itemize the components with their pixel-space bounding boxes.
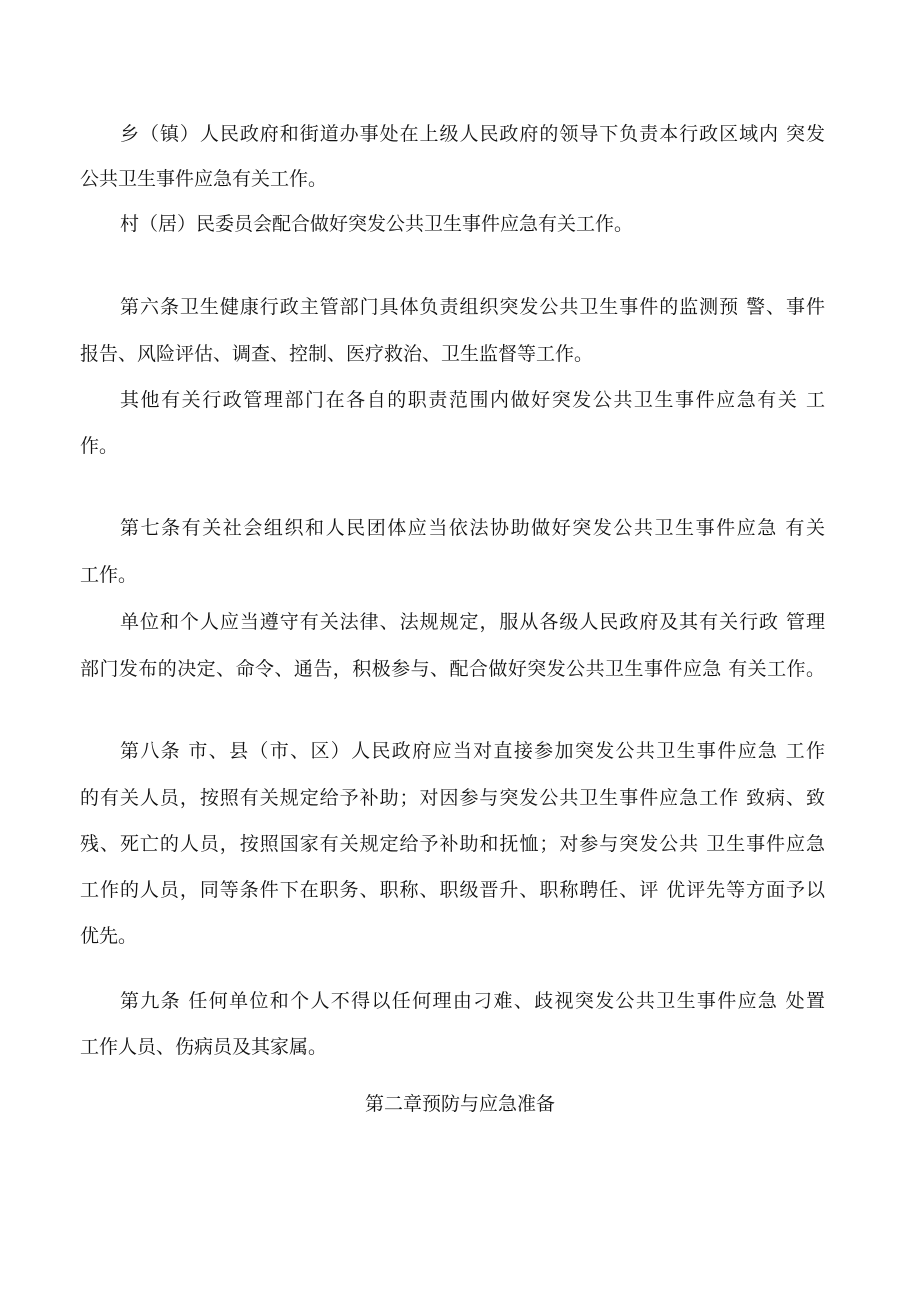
- chapter-heading: 第二章预防与应急准备: [364, 1093, 555, 1115]
- paragraph-line: 工作人员、伤病员及其家属。: [80, 1036, 328, 1058]
- paragraph-line: 残、死亡的人员，按照国家有关规定给予补助和抚恤；对参与突发公共 卫生事件应急: [80, 833, 825, 855]
- paragraph-line: 单位和个人应当遵守有关法律、法规规定，服从各级人民政府及其有关行政 管理: [120, 611, 825, 633]
- paragraph-line: 工作。: [80, 564, 138, 586]
- paragraph-line: 第六条卫生健康行政主管部门具体负责组织突发公共卫生事件的监测预 警、事件: [120, 296, 825, 318]
- paragraph-line: 村（居）民委员会配合做好突发公共卫生事件应急有关工作。: [120, 213, 634, 235]
- paragraph-line: 报告、风险评估、调查、控制、医疗救治、卫生监督等工作。: [80, 343, 594, 365]
- paragraph-line: 作。: [80, 435, 119, 457]
- paragraph-line: 工作的人员，同等条件下在职务、职称、职级晋升、职称聘任、评 优评先等方面予以: [80, 879, 825, 901]
- paragraph-line: 第八条 市、县（市、区）人民政府应当对直接参加突发公共卫生事件应急 工作: [120, 740, 825, 762]
- paragraph-line: 优先。: [80, 925, 138, 947]
- paragraph-line: 部门发布的决定、命令、通告，积极参与、配合做好突发公共卫生事件应急 有关工作。: [80, 658, 825, 680]
- paragraph-line: 第九条 任何单位和个人不得以任何理由刁难、歧视突发公共卫生事件应急 处置: [120, 990, 825, 1012]
- paragraph-line: 的有关人员，按照有关规定给予补助；对因参与突发公共卫生事件应急工作 致病、致: [80, 787, 825, 809]
- paragraph-line: 第七条有关社会组织和人民团体应当依法协助做好突发公共卫生事件应急 有关: [120, 517, 825, 539]
- paragraph-line: 其他有关行政管理部门在各自的职责范围内做好突发公共卫生事件应急有关 工: [120, 389, 825, 411]
- paragraph-line: 公共卫生事件应急有关工作。: [80, 168, 328, 190]
- paragraph-line: 乡（镇）人民政府和街道办事处在上级人民政府的领导下负责本行政区域内 突发: [120, 123, 825, 145]
